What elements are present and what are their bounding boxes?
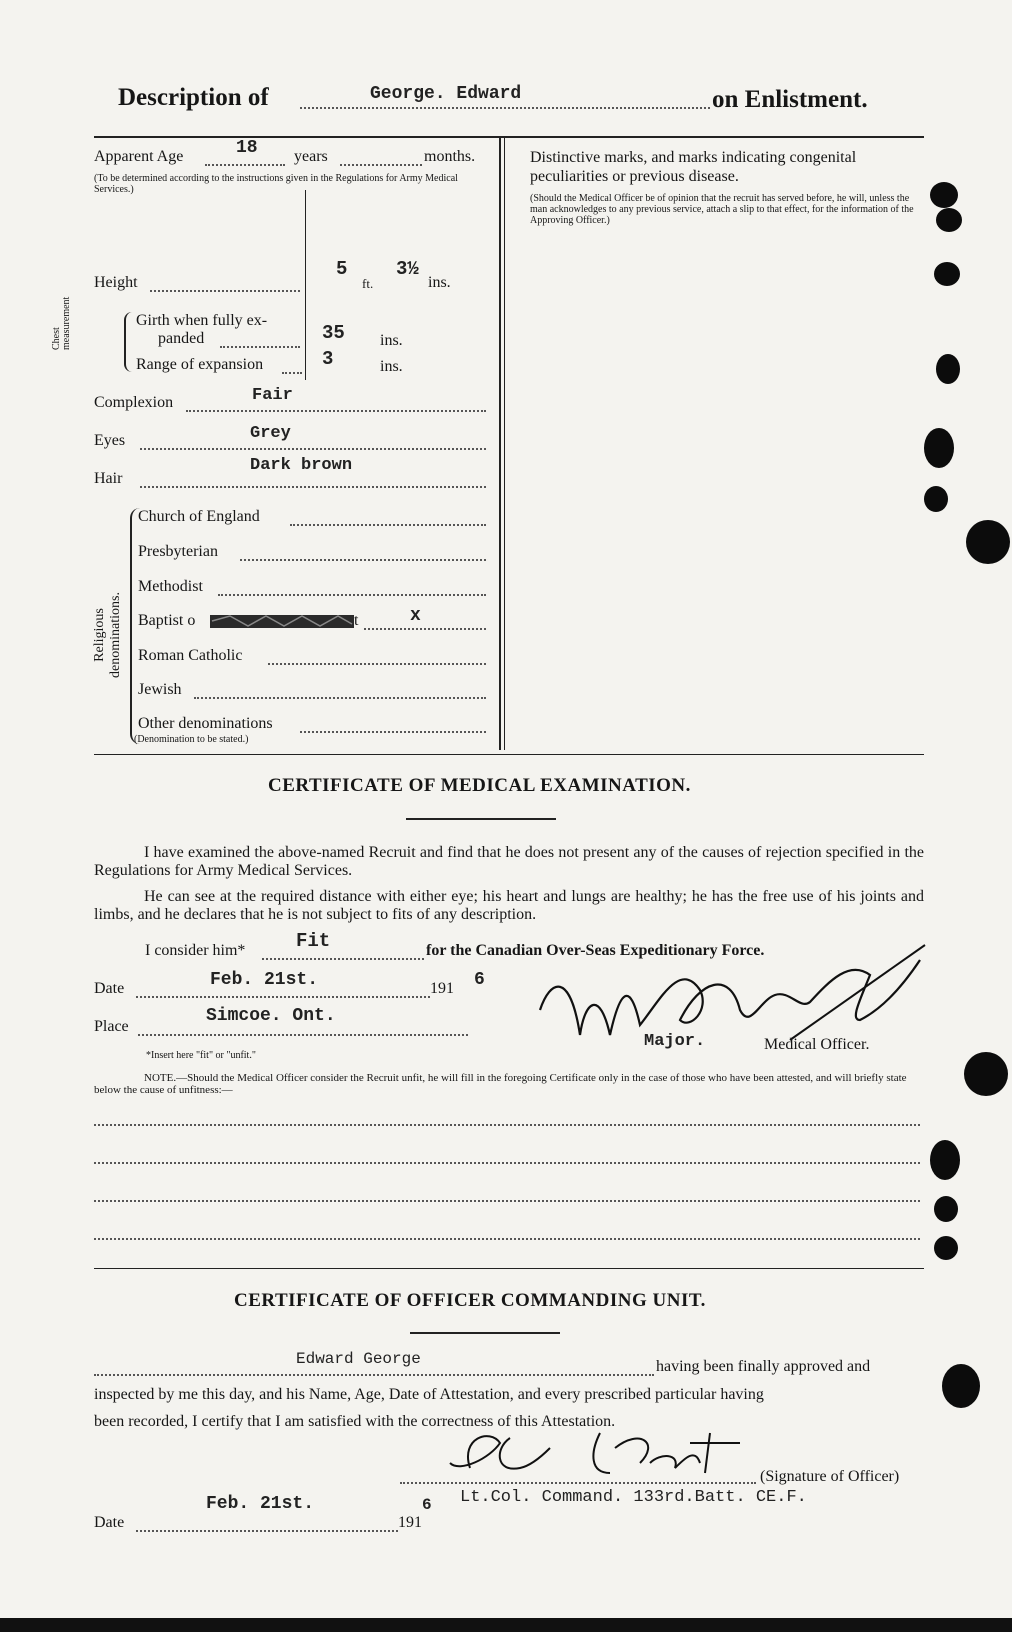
unfit-line-3 <box>94 1200 920 1202</box>
commanding-year-prefix: 191 <box>398 1514 422 1531</box>
commanding-date-label: Date <box>94 1514 125 1531</box>
range-dots <box>282 372 302 374</box>
commanding-name-dots <box>94 1374 654 1376</box>
lower-rule <box>94 1268 924 1269</box>
for-cef-label: for the Canadian Over-Seas Expeditionary Force. <box>426 942 765 959</box>
column-divider-inner <box>504 138 505 750</box>
girth-ins-label: ins. <box>380 332 403 349</box>
complexion-value: Fair <box>252 386 293 405</box>
complexion-label: Complexion <box>94 394 174 411</box>
religion-baptist: Baptist o <box>138 612 196 629</box>
commanding-officer-signature <box>440 1418 760 1488</box>
girth-value: 35 <box>322 322 345 344</box>
religion-dots-0 <box>290 524 486 526</box>
title-dotted-line <box>300 107 710 109</box>
hair-value: Dark brown <box>250 456 353 475</box>
binding-hole <box>966 520 1010 564</box>
title-right: on Enlistment. <box>712 86 868 113</box>
religion-dots-3 <box>364 628 486 630</box>
medical-officer-label: Medical Officer. <box>764 1036 870 1053</box>
column-divider <box>499 138 501 750</box>
months-dots <box>340 164 422 166</box>
age-value: 18 <box>236 138 258 158</box>
medical-year-prefix: 191 <box>430 980 454 997</box>
commanding-heading-rule <box>410 1332 560 1334</box>
months-label: months. <box>424 148 476 165</box>
medical-para1: I have examined the above-named Recruit and find that he does not present any of the causes of rejection specified in the Regulations for Army Medical Services. <box>94 844 924 879</box>
religion-other: Other denominations <box>138 715 273 732</box>
chest-side-label: Chest measurement <box>51 296 72 350</box>
medical-note: NOTE.—Should the Medical Officer consider the Recruit unfit, he will fill in the foregoing Certificate only in the case of those who have been attested, and will briefly state below the cause of unfitness:— <box>94 1072 907 1096</box>
age-note: (To be determined according to the instructions given in the Regulations for Army Medical Services.) <box>94 173 458 195</box>
binding-hole <box>930 1140 960 1180</box>
girth-label-2: panded <box>158 330 205 347</box>
age-dots <box>205 164 285 166</box>
medical-date-dots <box>136 996 430 998</box>
eyes-dots <box>140 448 486 450</box>
height-dots <box>150 290 300 292</box>
height-feet: 5 <box>336 258 348 280</box>
girth-label-1: Girth when fully ex- <box>136 312 268 329</box>
medical-heading: CERTIFICATE OF MEDICAL EXAMINATION. <box>268 775 691 796</box>
ft-label: ft. <box>362 276 374 291</box>
recruit-name: George. Edward <box>370 84 522 104</box>
marks-heading: Distinctive marks, and marks indicating congenital peculiarities or previous disease. <box>530 149 857 185</box>
height-ins-label: ins. <box>428 274 451 291</box>
binding-hole <box>936 354 960 384</box>
binding-hole <box>934 262 960 286</box>
binding-hole <box>942 1364 980 1408</box>
binding-hole <box>964 1052 1008 1096</box>
baptist-suffix: t <box>354 612 359 629</box>
range-ins-label: ins. <box>380 358 403 375</box>
mid-rule <box>94 754 924 755</box>
baptist-redaction <box>210 612 354 632</box>
binding-hole <box>934 1236 958 1260</box>
signature-dots <box>400 1482 756 1484</box>
binding-hole <box>936 208 962 232</box>
medical-date-label: Date <box>94 980 125 997</box>
commanding-name: Edward George <box>296 1350 421 1368</box>
commanding-heading: CERTIFICATE OF OFFICER COMMANDING UNIT. <box>234 1290 706 1311</box>
commanding-line1-suffix: having been finally approved and <box>656 1358 871 1375</box>
commanding-year-digit: 6 <box>422 1496 432 1514</box>
medical-para2: He can see at the required distance with either eye; his heart and lungs are healthy; he has the free use of his joints and limbs, and he declares that he is not subject to fits of any description. <box>94 888 924 923</box>
binding-hole <box>934 1196 958 1222</box>
baptist-mark: x <box>410 606 421 626</box>
commanding-line3: been recorded, I certify that I am satisfied with the correctness of this Attestation. <box>94 1413 616 1430</box>
religion-dots-5 <box>194 697 486 699</box>
scan-edge <box>0 1618 1012 1632</box>
religion-roman-catholic: Roman Catholic <box>138 647 243 664</box>
height-label: Height <box>94 274 138 291</box>
commanding-date-value: Feb. 21st. <box>206 1494 315 1514</box>
binding-hole <box>924 486 948 512</box>
marks-note: (Should the Medical Officer be of opinion that the recruit has served before, he will, unless the man acknowledges to any previous service, attach a slip to that effect, for the information of the Approving Officer.) <box>530 193 914 226</box>
consider-dots <box>262 958 424 960</box>
girth-dots <box>220 346 300 348</box>
height-inches: 3½ <box>396 258 419 280</box>
unfit-line-4 <box>94 1238 920 1240</box>
commanding-line2: inspected by me this day, and his Name, Age, Date of Attestation, and every prescribed particular having <box>94 1386 764 1403</box>
consider-label: I consider him* <box>145 942 246 959</box>
consider-value: Fit <box>296 930 331 952</box>
years-label: years <box>294 148 328 165</box>
religion-other-note: (Denomination to be stated.) <box>134 734 249 745</box>
religion-dots-6 <box>300 731 486 733</box>
medical-date-value: Feb. 21st. <box>210 970 319 990</box>
age-label: Apparent Age <box>94 148 184 165</box>
religion-jewish: Jewish <box>138 681 182 698</box>
commanding-title: Lt.Col. Command. 133rd.Batt. CE.F. <box>460 1488 807 1507</box>
eyes-label: Eyes <box>94 432 126 449</box>
religion-dots-1 <box>240 559 486 561</box>
eyes-value: Grey <box>250 424 291 443</box>
religion-dots-2 <box>218 594 486 596</box>
complexion-dots <box>186 410 486 412</box>
hair-dots <box>140 486 486 488</box>
unfit-line-2 <box>94 1162 920 1164</box>
medical-year-digit: 6 <box>474 970 485 990</box>
place-value: Simcoe. Ont. <box>206 1006 336 1026</box>
hair-label: Hair <box>94 470 123 487</box>
value-column-divider <box>305 190 306 380</box>
religion-methodist: Methodist <box>138 578 203 595</box>
place-label: Place <box>94 1018 129 1035</box>
religion-side-label: Religious denominations. <box>92 592 123 678</box>
binding-hole <box>930 182 958 208</box>
range-value: 3 <box>322 348 334 370</box>
unfit-line-1 <box>94 1124 920 1126</box>
religion-dots-4 <box>268 663 486 665</box>
signature-label: (Signature of Officer) <box>760 1468 900 1485</box>
religion-presbyterian: Presbyterian <box>138 543 218 560</box>
top-rule <box>94 136 924 138</box>
insert-note: *Insert here "fit" or "unfit." <box>146 1050 256 1061</box>
religion-church-of-england: Church of England <box>138 508 260 525</box>
medical-officer-signature <box>530 940 930 1050</box>
range-label: Range of expansion <box>136 356 264 373</box>
medical-heading-rule <box>406 818 556 820</box>
medical-officer-rank: Major. <box>644 1032 706 1051</box>
commanding-date-dots <box>136 1530 398 1532</box>
title-left: Description of <box>118 84 269 111</box>
binding-hole <box>924 428 954 468</box>
chest-brace <box>124 312 134 372</box>
place-dots <box>138 1034 468 1036</box>
